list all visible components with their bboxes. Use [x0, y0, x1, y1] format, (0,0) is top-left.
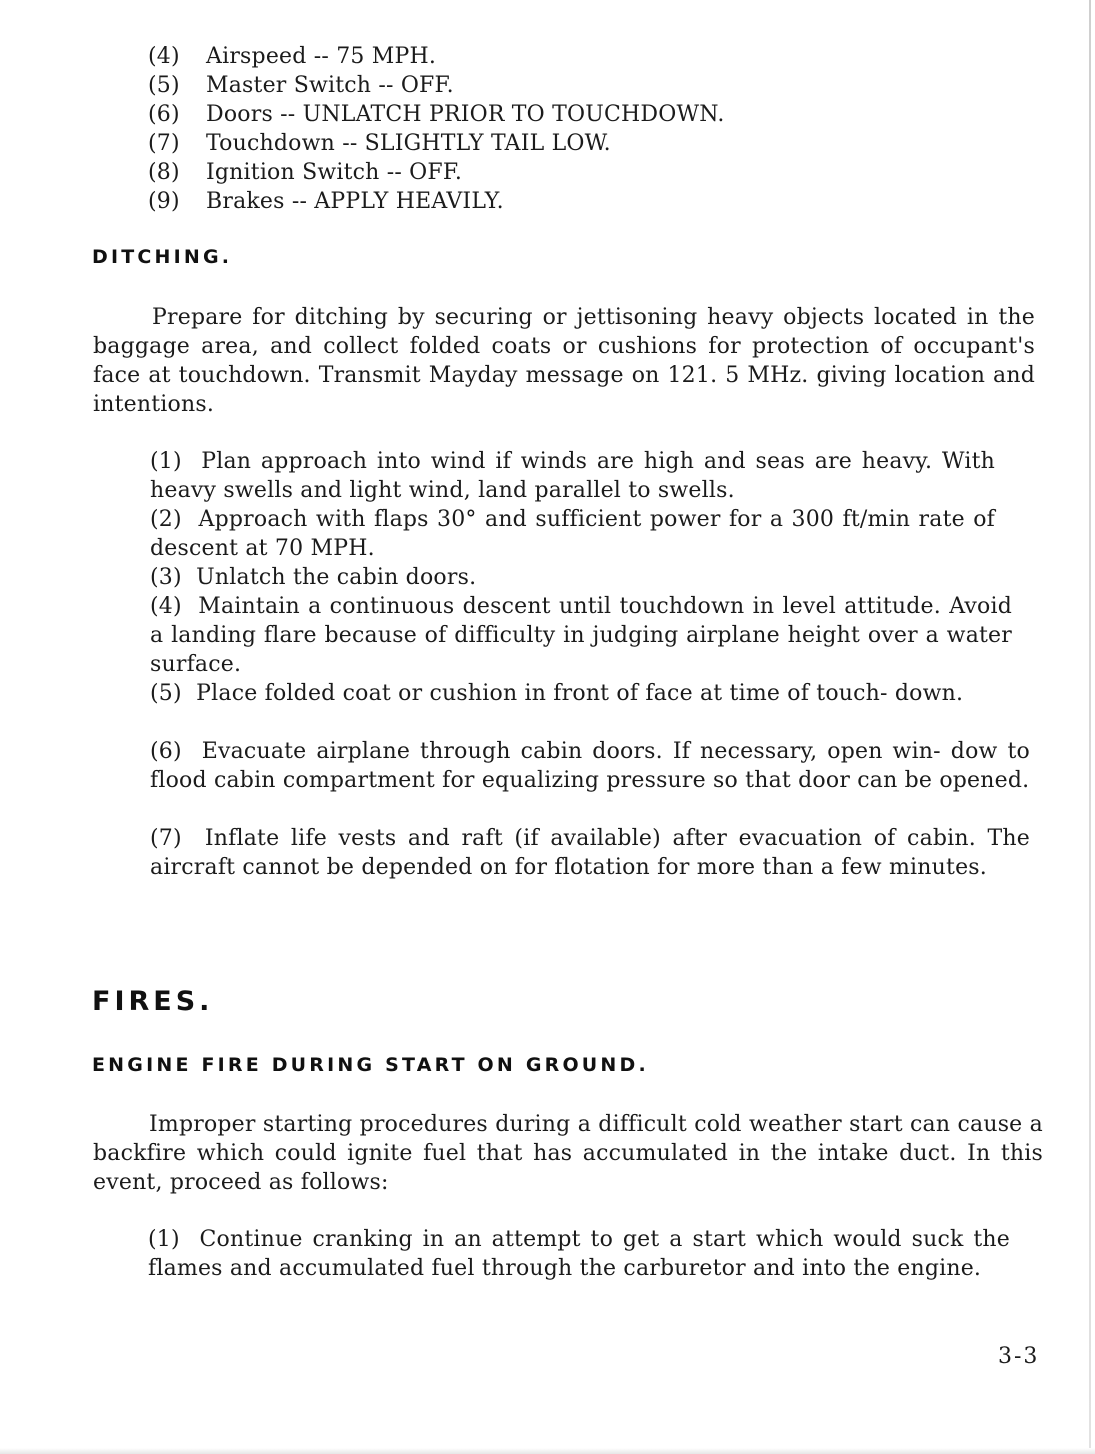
list-item-text: Brakes -- APPLY HEAVILY.: [206, 189, 504, 214]
step-number: (1): [150, 449, 182, 474]
step-text: Continue cranking in an attempt to get a start which would suck the flames and accumulated fuel through the carburetor and into the engine.: [148, 1227, 1010, 1281]
list-item: [148, 129, 611, 158]
ditching-step: [150, 563, 995, 592]
page-edge-rule: [1089, 0, 1091, 1454]
fires-heading: FIRES.: [92, 986, 214, 1017]
fires-step: [148, 1225, 1010, 1283]
ditching-step: [150, 592, 1012, 679]
list-item: [148, 71, 454, 100]
step-text: Evacuate airplane through cabin doors. If necessary, open win- dow to flood cabin compartment for equalizing pressure so that door can be opened.: [150, 739, 1030, 793]
step-number: (4): [150, 594, 182, 619]
list-item: [148, 100, 725, 129]
list-item-text: Doors -- UNLATCH PRIOR TO TOUCHDOWN.: [206, 102, 725, 127]
step-text: Inflate life vests and raft (if available) after evacuation of cabin. The aircraft cannot be depended on for flotation for more than a few minutes.: [150, 826, 1031, 880]
list-item-number: (4): [148, 44, 180, 69]
step-text: Place folded coat or cushion in front of face at time of touch- down.: [196, 681, 964, 706]
ditching-step: [150, 824, 1030, 882]
page-number: 3-3: [998, 1344, 1040, 1369]
step-number: (5): [150, 681, 182, 706]
step-number: (2): [150, 507, 182, 532]
ditching-step: [150, 447, 995, 505]
list-item-text: Airspeed -- 75 MPH.: [206, 44, 437, 69]
page-bottom-shade: [0, 1448, 1095, 1454]
ditching-intro: Prepare for ditching by securing or jettisoning heavy objects located in the baggage area, and collect folded coats or cushions for protection of occupant's face at touchdown. Transmit Mayday message on 121. 5 MHz. giving location and intentions.: [93, 305, 1035, 417]
list-item-number: (6): [148, 102, 180, 127]
step-text: Approach with flaps 30° and sufficient power for a 300 ft/min rate of descent at 70 MPH.: [150, 507, 996, 561]
step-number: (3): [150, 565, 182, 590]
step-text: Unlatch the cabin doors.: [196, 565, 477, 590]
engine-fire-subheading: ENGINE FIRE DURING START ON GROUND.: [92, 1054, 649, 1076]
ditching-step: [150, 505, 995, 563]
list-item-text: Ignition Switch -- OFF.: [206, 160, 463, 185]
ditching-step: [150, 679, 995, 708]
step-number: (1): [148, 1227, 180, 1252]
list-item: [148, 187, 504, 216]
list-item-number: (5): [148, 73, 180, 98]
ditching-heading: DITCHING.: [92, 246, 233, 268]
ditching-step: [150, 737, 1030, 795]
list-item: [148, 42, 436, 71]
step-text: Maintain a continuous descent until touchdown in level attitude. Avoid a landing flare because of difficulty in judging airplane height over a water surface.: [150, 594, 1012, 677]
step-text: Plan approach into wind if winds are high and seas are heavy. With heavy swells and light wind, land parallel to swells.: [150, 449, 995, 503]
list-item-text: Touchdown -- SLIGHTLY TAIL LOW.: [206, 131, 611, 156]
list-item-number: (7): [148, 131, 180, 156]
fires-intro: Improper starting procedures during a difficult cold weather start can cause a backfire which could ignite fuel that has accumulated in the intake duct. In this event, proceed as follows:: [93, 1112, 1043, 1195]
list-item-number: (9): [148, 189, 180, 214]
step-number: (6): [150, 739, 182, 764]
list-item: [148, 158, 462, 187]
step-number: (7): [150, 826, 182, 851]
list-item-number: (8): [148, 160, 180, 185]
list-item-text: Master Switch -- OFF.: [206, 73, 454, 98]
